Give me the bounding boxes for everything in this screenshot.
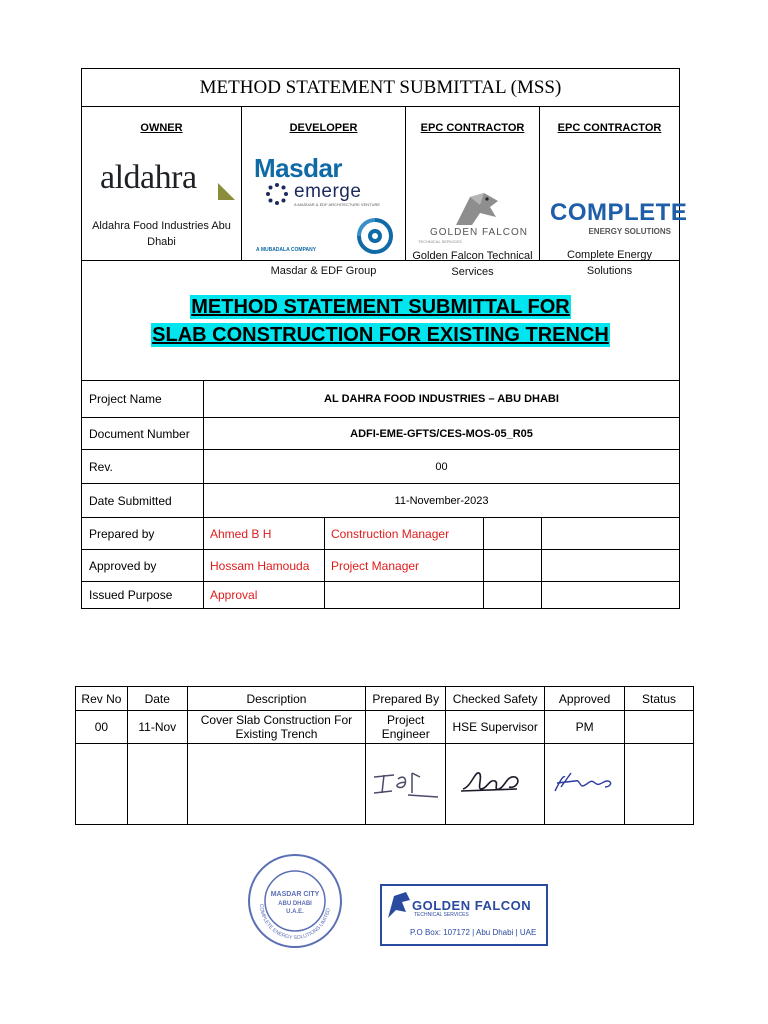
- golden-falcon-logo: GOLDEN FALCON TECHNICAL SERVICES: [414, 191, 544, 255]
- masdar-swirl-icon: [356, 217, 394, 255]
- heading-line-1: METHOD STATEMENT SUBMITTAL FOR: [191, 295, 570, 318]
- party-developer: DEVELOPER emerge A MASDAR & EDF ARCHITECTURE VENTURE Masdar A MUBADALA COMPANY Masdar & EDF Group: [242, 107, 406, 260]
- empty-cell: [484, 550, 542, 581]
- revision-table-header: Rev No Date Description Prepared By Checked Safety Approved Status: [76, 687, 694, 711]
- empty-cell: [484, 518, 542, 549]
- info-row-date: Date Submitted 11-November-2023: [82, 484, 679, 518]
- info-row-approved: Approved by Hossam Hamouda Project Manager: [82, 550, 679, 582]
- svg-text:U.A.E.: U.A.E.: [286, 909, 304, 915]
- project-name-value: AL DAHRA FOOD INDUSTRIES – ABU DHABI: [324, 393, 559, 405]
- info-row-issued: Issued Purpose Approval: [82, 582, 679, 608]
- document-heading: [82, 261, 679, 381]
- party-role: EPC CONTRACTOR: [557, 122, 662, 134]
- signature-approved: [545, 744, 625, 825]
- party-role: DEVELOPER: [289, 122, 358, 134]
- empty-cell: [484, 582, 542, 608]
- document-title: METHOD STATEMENT SUBMITTAL (MSS): [82, 69, 679, 107]
- svg-text:ABU DHABI: ABU DHABI: [278, 901, 312, 907]
- party-role: OWNER: [140, 122, 183, 134]
- info-row-rev: Rev. 00: [82, 450, 679, 484]
- aldahra-logo: aldahra: [100, 159, 197, 196]
- mss-cover-frame: [81, 68, 688, 609]
- signature-checked-image: [457, 763, 533, 803]
- emerge-icon: [264, 181, 290, 207]
- info-row-doc-number: Document Number ADFI-EME-GFTS/CES-MOS-05_R05: [82, 418, 679, 450]
- svg-text:MASDAR CITY: MASDAR CITY: [270, 891, 320, 898]
- issued-value: Approval: [204, 582, 325, 608]
- info-row-project: Project Name AL DAHRA FOOD INDUSTRIES – ABU DHABI: [82, 381, 679, 418]
- approved-role: Project Manager: [325, 550, 484, 581]
- signature-row: [76, 744, 694, 825]
- golden-falcon-stamp: GOLDEN FALCON TECHNICAL SERVICES P.O Box: 107172 | Abu Dhabi | UAE: [380, 884, 548, 946]
- empty-cell: [542, 550, 680, 581]
- info-row-prepared: Prepared by Ahmed B H Construction Manager: [82, 518, 679, 550]
- party-name: Masdar & EDF Group: [270, 265, 377, 277]
- parties-row: [82, 107, 688, 278]
- heading-line-2: SLAB CONSTRUCTION FOR EXISTING TRENCH: [152, 323, 609, 346]
- party-name: Aldahra Food Industries Abu Dhabi: [92, 220, 231, 248]
- empty-cell: [542, 518, 680, 549]
- date-value: 11-November-2023: [394, 494, 489, 507]
- party-epc-golden-falcon: [406, 107, 540, 278]
- prepared-role: Construction Manager: [325, 518, 484, 549]
- party-owner: [82, 107, 242, 260]
- party-name: Complete Energy Solutions: [567, 249, 652, 277]
- emerge-logo: emerge A MASDAR & EDF ARCHITECTURE VENTURE: [264, 185, 384, 209]
- rev-value: 00: [435, 460, 448, 473]
- empty-cell: [542, 582, 680, 608]
- party-name: Golden Falcon Technical Services: [412, 250, 533, 278]
- signature-prepared-image: [368, 763, 444, 803]
- complete-energy-stamp: [246, 852, 344, 950]
- falcon-icon: [386, 890, 412, 920]
- prepared-name: Ahmed B H: [204, 518, 325, 549]
- party-role: EPC CONTRACTOR: [420, 122, 525, 134]
- svg-text:COMPLETE ENERGY SOLUTIONS LIMI: COMPLETE ENERGY SOLUTIONS LIMITED: [257, 903, 332, 942]
- empty-cell: [325, 582, 484, 608]
- signature-checked: [446, 744, 545, 825]
- masdar-logo: Masdar: [254, 153, 343, 183]
- revision-table: [75, 686, 694, 825]
- doc-number-value: ADFI-EME-GFTS/CES-MOS-05_R05: [350, 427, 533, 440]
- complete-logo: COMPLETE: [550, 199, 688, 226]
- approved-name: Hossam Hamouda: [204, 550, 325, 581]
- falcon-icon: [452, 191, 502, 227]
- party-epc-complete: EPC CONTRACTOR COMPLETE ENERGY SOLUTIONS Complete Energy Solutions: [540, 107, 679, 260]
- table-row: 00 11-Nov Cover Slab Construction For Existing Trench Project Engineer HSE Supervisor PM: [76, 711, 694, 744]
- aldahra-logo-mark: [218, 183, 235, 200]
- signature-prepared: [366, 744, 446, 825]
- signature-approved-image: [547, 763, 623, 803]
